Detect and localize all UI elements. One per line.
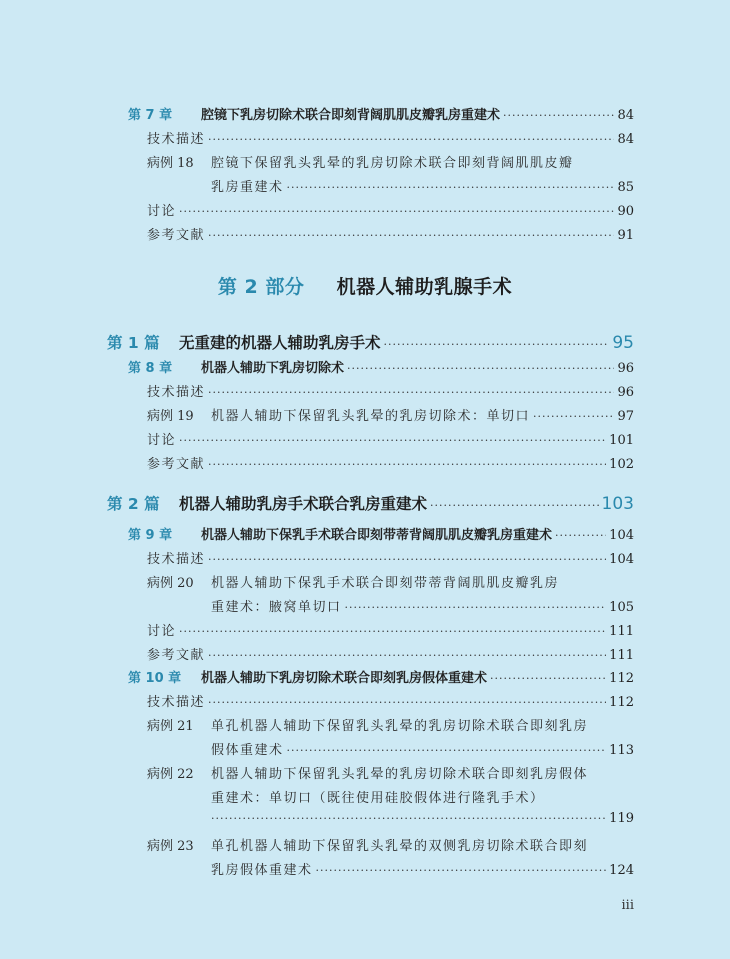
leader-dots bbox=[316, 864, 607, 877]
chapter-label: 第 7 章 bbox=[128, 108, 173, 123]
toc-case-18[interactable] bbox=[147, 152, 634, 171]
case-title: 机器人辅助下保留乳头乳晕的乳房切除术：单切口 bbox=[211, 409, 531, 424]
page-number: 112 bbox=[609, 695, 634, 710]
leader-dots bbox=[208, 553, 606, 566]
piece-title: 无重建的机器人辅助乳房手术 bbox=[179, 334, 381, 352]
leader-dots bbox=[179, 434, 606, 447]
page-number: 103 bbox=[601, 494, 634, 514]
chapter-label: 第 9 章 bbox=[128, 528, 173, 543]
case-title-line1: 机器人辅助下保乳手术联合即刻带蒂背阔肌肌皮瓣乳房 bbox=[211, 576, 560, 591]
toc-piece-2[interactable] bbox=[107, 492, 634, 514]
leader-dots bbox=[208, 458, 606, 471]
toc-entry-tech-description[interactable] bbox=[147, 381, 634, 400]
page-number: 101 bbox=[609, 433, 634, 448]
leader-dots bbox=[208, 133, 614, 146]
toc-entry-tech-description[interactable] bbox=[147, 128, 634, 147]
page-number: 85 bbox=[617, 180, 634, 195]
leader-dots bbox=[208, 229, 614, 242]
leader-dots bbox=[533, 410, 614, 423]
leader-dots bbox=[211, 812, 606, 825]
toc-chapter-9[interactable] bbox=[128, 524, 634, 543]
case-label: 病例 23 bbox=[147, 839, 194, 854]
leader-dots bbox=[287, 744, 607, 757]
page-number: 102 bbox=[609, 457, 634, 472]
entry-title: 参考文献 bbox=[147, 228, 206, 243]
toc-entry-tech-description[interactable] bbox=[147, 691, 634, 710]
toc-entry-discussion[interactable] bbox=[147, 200, 634, 219]
page-number: 104 bbox=[609, 552, 634, 567]
chapter-label: 第 10 章 bbox=[128, 671, 182, 686]
part-label: 第 2 部分 bbox=[217, 276, 305, 298]
page-number: 119 bbox=[609, 811, 634, 826]
page-number: 97 bbox=[617, 409, 634, 424]
entry-title: 讨论 bbox=[147, 624, 177, 639]
entry-title: 参考文献 bbox=[147, 648, 206, 663]
toc-case-22-dots[interactable] bbox=[211, 811, 634, 826]
leader-dots bbox=[179, 205, 614, 218]
case-title-line2: 重建术：单切口（既往使用硅胶假体进行隆乳手术） bbox=[211, 791, 545, 806]
leader-dots bbox=[208, 386, 614, 399]
page-number: 104 bbox=[609, 528, 634, 543]
leader-dots bbox=[347, 362, 614, 375]
case-title-line2: 乳房假体重建术 bbox=[211, 863, 313, 878]
entry-title: 技术描述 bbox=[147, 552, 206, 567]
toc-entry-references[interactable] bbox=[147, 453, 634, 472]
toc-case-23-cont[interactable] bbox=[211, 859, 634, 878]
page-number: 84 bbox=[617, 132, 634, 147]
page-number: 105 bbox=[609, 600, 634, 615]
toc-case-22-cont[interactable] bbox=[211, 787, 634, 806]
chapter-title: 机器人辅助下保乳手术联合即刻带蒂背阔肌肌皮瓣乳房重建术 bbox=[201, 528, 553, 543]
leader-dots bbox=[430, 499, 599, 512]
toc-entry-references[interactable] bbox=[147, 224, 634, 243]
leader-dots bbox=[208, 649, 606, 662]
case-label: 病例 19 bbox=[147, 409, 194, 424]
leader-dots bbox=[287, 181, 615, 194]
page-number: 91 bbox=[617, 228, 634, 243]
toc-case-18-cont[interactable] bbox=[211, 176, 634, 195]
toc-case-20-cont[interactable] bbox=[211, 596, 634, 615]
chapter-title: 腔镜下乳房切除术联合即刻背阔肌肌皮瓣乳房重建术 bbox=[201, 108, 501, 123]
entry-title: 技术描述 bbox=[147, 132, 206, 147]
page-number: 95 bbox=[612, 333, 634, 353]
page-number: 111 bbox=[609, 624, 634, 639]
page-number: 96 bbox=[617, 361, 634, 376]
toc-case-21[interactable] bbox=[147, 715, 634, 734]
toc-chapter-8[interactable] bbox=[128, 357, 634, 376]
case-title-line2: 假体重建术 bbox=[211, 743, 284, 758]
leader-dots bbox=[384, 338, 610, 351]
leader-dots bbox=[208, 696, 606, 709]
case-title-line2: 重建术：腋窝单切口 bbox=[211, 600, 342, 615]
entry-title: 参考文献 bbox=[147, 457, 206, 472]
leader-dots bbox=[555, 529, 606, 542]
page-number: 111 bbox=[609, 648, 634, 663]
case-label: 病例 18 bbox=[147, 156, 194, 171]
piece-label: 第 1 篇 bbox=[107, 334, 160, 352]
case-title-line1: 单孔机器人辅助下保留乳头乳晕的乳房切除术联合即刻乳房 bbox=[211, 719, 589, 734]
chapter-title: 机器人辅助下乳房切除术 bbox=[201, 361, 345, 376]
toc-case-22[interactable] bbox=[147, 763, 634, 782]
leader-dots bbox=[179, 625, 606, 638]
entry-title: 讨论 bbox=[147, 433, 177, 448]
leader-dots bbox=[503, 109, 614, 122]
page-folio: iii bbox=[621, 898, 634, 913]
part-heading bbox=[0, 272, 730, 299]
leader-dots bbox=[345, 601, 607, 614]
piece-title: 机器人辅助乳房手术联合乳房重建术 bbox=[179, 495, 428, 513]
page-number: 90 bbox=[617, 204, 634, 219]
chapter-title: 机器人辅助下乳房切除术联合即刻乳房假体重建术 bbox=[201, 671, 488, 686]
page-number: 113 bbox=[609, 743, 634, 758]
case-label: 病例 21 bbox=[147, 719, 194, 734]
case-label: 病例 20 bbox=[147, 576, 194, 591]
leader-dots bbox=[490, 672, 606, 685]
piece-label: 第 2 篇 bbox=[107, 495, 160, 513]
entry-title: 讨论 bbox=[147, 204, 177, 219]
entry-title: 技术描述 bbox=[147, 385, 206, 400]
page-number: 124 bbox=[609, 863, 634, 878]
toc-chapter-10[interactable] bbox=[128, 667, 634, 686]
entry-title: 技术描述 bbox=[147, 695, 206, 710]
case-title-line1: 腔镜下保留乳头乳晕的乳房切除术联合即刻背阔肌肌皮瓣 bbox=[211, 156, 574, 171]
toc-entry-discussion[interactable] bbox=[147, 620, 634, 639]
toc-case-20[interactable] bbox=[147, 572, 634, 591]
case-title-line1: 机器人辅助下保留乳头乳晕的乳房切除术联合即刻乳房假体 bbox=[211, 767, 589, 782]
toc-case-21-cont[interactable] bbox=[211, 739, 634, 758]
case-title-line2: 乳房重建术 bbox=[211, 180, 284, 195]
part-title: 机器人辅助乳腺手术 bbox=[336, 276, 513, 298]
page-number: 112 bbox=[609, 671, 634, 686]
toc-case-19[interactable] bbox=[147, 405, 634, 424]
toc-entry-discussion[interactable] bbox=[147, 429, 634, 448]
chapter-label: 第 8 章 bbox=[128, 361, 173, 376]
toc-entry-tech-description[interactable] bbox=[147, 548, 634, 567]
toc-case-23[interactable] bbox=[147, 835, 634, 854]
page-number: 84 bbox=[617, 108, 634, 123]
toc-chapter-7[interactable] bbox=[128, 104, 634, 123]
toc-entry-references[interactable] bbox=[147, 644, 634, 663]
toc-piece-1[interactable] bbox=[107, 331, 634, 353]
case-title-line1: 单孔机器人辅助下保留乳头乳晕的双侧乳房切除术联合即刻 bbox=[211, 839, 589, 854]
page-number: 96 bbox=[617, 385, 634, 400]
case-label: 病例 22 bbox=[147, 767, 194, 782]
